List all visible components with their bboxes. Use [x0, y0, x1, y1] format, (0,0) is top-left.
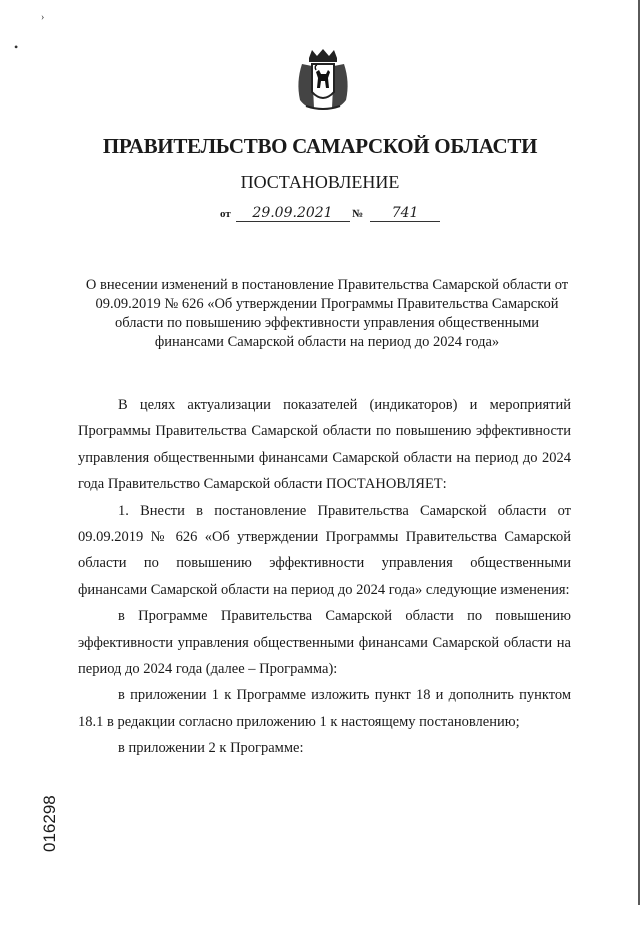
organization-title: ПРАВИТЕЛЬСТВО САМАРСКОЙ ОБЛАСТИ	[102, 134, 538, 158]
scan-mark: •	[14, 40, 19, 54]
document-body	[78, 392, 571, 762]
paragraph: 1. Внести в постановление Правительства Самарской области от 09.09.2019 № 626 «Об утверждении Программы Правительства Самарской области по повышению эффективности управления общественными финансами Самарской области на период до 2024 года» следующие изменения:	[78, 502, 571, 598]
scan-mark: ›	[41, 12, 45, 23]
serial-number-margin	[40, 795, 60, 932]
coat-of-arms-emblem	[292, 48, 354, 112]
document-type: ПОСТАНОВЛЕНИЕ	[240, 172, 400, 192]
paragraph: в приложении 1 к Программе изложить пункт 18 и дополнить пунктом 18.1 в редакции согласно приложению 1 к настоящему постановлению;	[78, 687, 571, 730]
number-value: 741	[391, 205, 419, 221]
paragraph: В целях актуализации показателей (индикаторов) и мероприятий Программы Правительства Самарской области по повышению эффективности управления общественными финансами Самарской области на период до 2024 года Правительство Самарской области ПОСТАНОВЛЯЕТ:	[78, 397, 571, 493]
number-prefix: №	[352, 208, 364, 220]
date-value: 29.09.2021	[252, 205, 333, 221]
serial-number: 016298	[40, 795, 59, 852]
document-subject: О внесении изменений в постановление Правительства Самарской области от 09.09.2019 № 626 «Об утверждении Программы Правительства Самарской области по повышению эффективности управления общественными финансами Самарской области на период до 2024 года»	[85, 277, 569, 350]
date-number-line	[220, 205, 440, 222]
date-prefix: от	[220, 208, 231, 220]
paragraph: в приложении 2 к Программе:	[118, 740, 304, 757]
paragraph: в Программе Правительства Самарской области по повышению эффективности управления общественными финансами Самарской области на период до 2024 года (далее – Программа):	[78, 608, 571, 678]
